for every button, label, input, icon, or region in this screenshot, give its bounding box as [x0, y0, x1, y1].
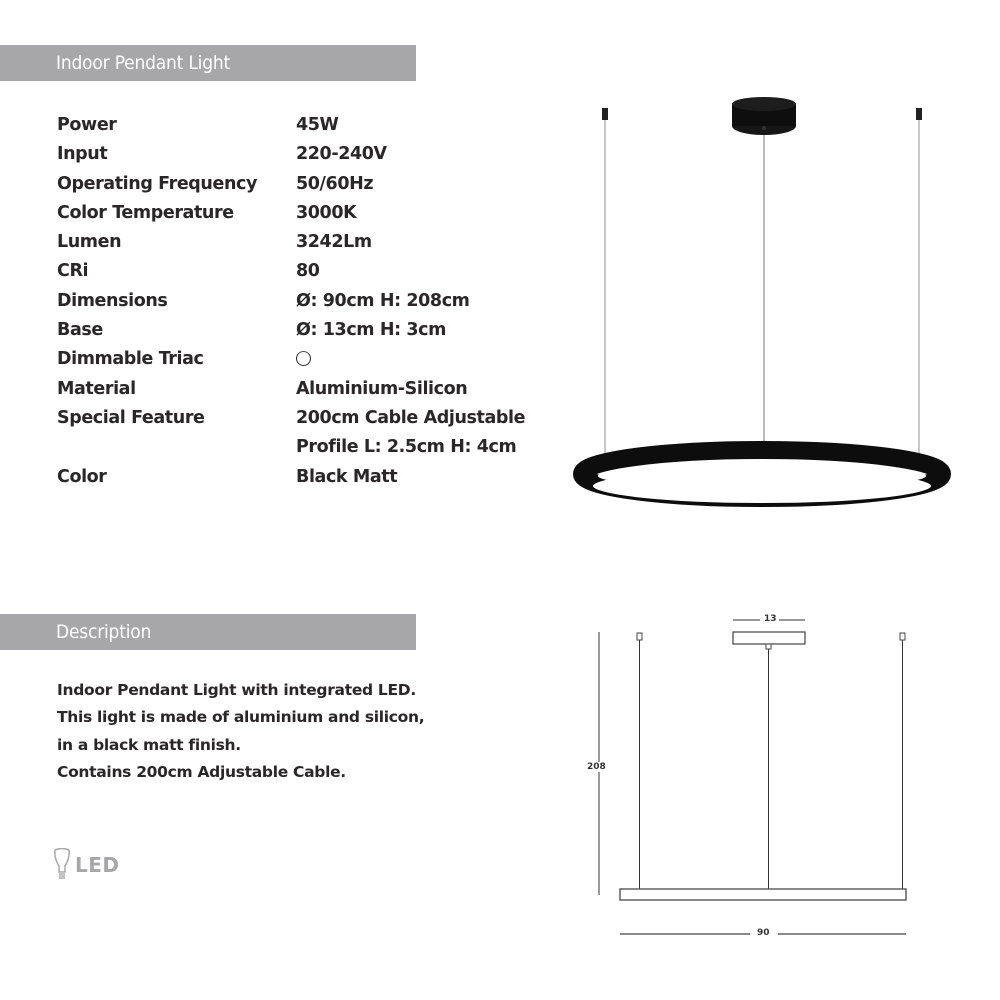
spec-label: Dimensions	[57, 290, 168, 311]
spec-row-profile	[57, 433, 525, 462]
spec-row-color-temperature	[57, 199, 525, 228]
description-line: Contains 200cm Adjustable Cable.	[57, 763, 346, 782]
description-text	[57, 677, 424, 787]
spec-label: Special Feature	[57, 407, 205, 428]
spec-value: 80	[296, 261, 320, 282]
spec-value: Ø: 13cm H: 3cm	[296, 320, 446, 341]
spec-label: Color Temperature	[57, 202, 234, 223]
description-title: Description	[56, 621, 152, 643]
description-line: Indoor Pendant Light with integrated LED.	[57, 681, 416, 699]
led-label: LED	[75, 853, 120, 877]
spec-label: Base	[57, 320, 103, 341]
spec-row-power	[57, 111, 525, 140]
spec-row-lumen	[57, 228, 525, 257]
spec-label: Dimmable Triac	[57, 349, 204, 370]
diameter-label: 90	[757, 928, 770, 938]
spec-value: Profile L: 2.5cm H: 4cm	[296, 437, 517, 458]
product-image	[570, 90, 960, 520]
led-badge	[53, 848, 120, 882]
spec-value: 220-240V	[296, 144, 387, 165]
spec-table	[57, 111, 525, 492]
spec-row-dimensions	[57, 287, 525, 316]
spec-value	[296, 345, 311, 374]
description-line: in a black matt finish.	[57, 735, 241, 754]
spec-value: Black Matt	[296, 466, 398, 487]
spec-value: 3000K	[296, 202, 357, 223]
spec-row-dimmable	[57, 345, 525, 374]
spec-value: Ø: 90cm H: 208cm	[296, 290, 470, 311]
technical-drawing	[575, 605, 935, 950]
spec-row-frequency	[57, 170, 525, 199]
spec-label: Operating Frequency	[57, 173, 257, 194]
spec-label: Material	[57, 378, 136, 399]
spec-row-base	[57, 316, 525, 345]
height-label: 208	[587, 762, 606, 772]
base-width-label: 13	[764, 614, 777, 624]
description-section-header	[0, 614, 416, 650]
spec-label: Lumen	[57, 232, 122, 253]
spec-value: Aluminium-Silicon	[296, 378, 468, 399]
spec-row-special-feature	[57, 404, 525, 433]
spec-label: Power	[57, 115, 117, 135]
spec-value: 3242Lm	[296, 232, 372, 253]
spec-label: Input	[57, 144, 108, 165]
cable-anchor-icon	[602, 108, 608, 120]
spec-row-material	[57, 375, 525, 404]
specs-title: Indoor Pendant Light	[56, 52, 231, 74]
spec-value: 50/60Hz	[296, 173, 374, 194]
light-bulb-icon	[53, 848, 71, 882]
spec-row-cri	[57, 257, 525, 286]
cable-anchor-icon	[916, 108, 922, 120]
spec-label: Color	[57, 466, 107, 487]
spec-value: 45W	[296, 115, 339, 135]
description-line: This light is made of aluminium and silicon,	[57, 708, 425, 727]
spec-label	[57, 433, 296, 462]
spec-row-input	[57, 140, 525, 169]
specs-section-header	[0, 45, 416, 81]
spec-label: CRi	[57, 261, 89, 282]
dimmable-icon	[296, 351, 311, 366]
spec-row-color	[57, 463, 525, 492]
spec-value: 200cm Cable Adjustable	[296, 407, 526, 428]
